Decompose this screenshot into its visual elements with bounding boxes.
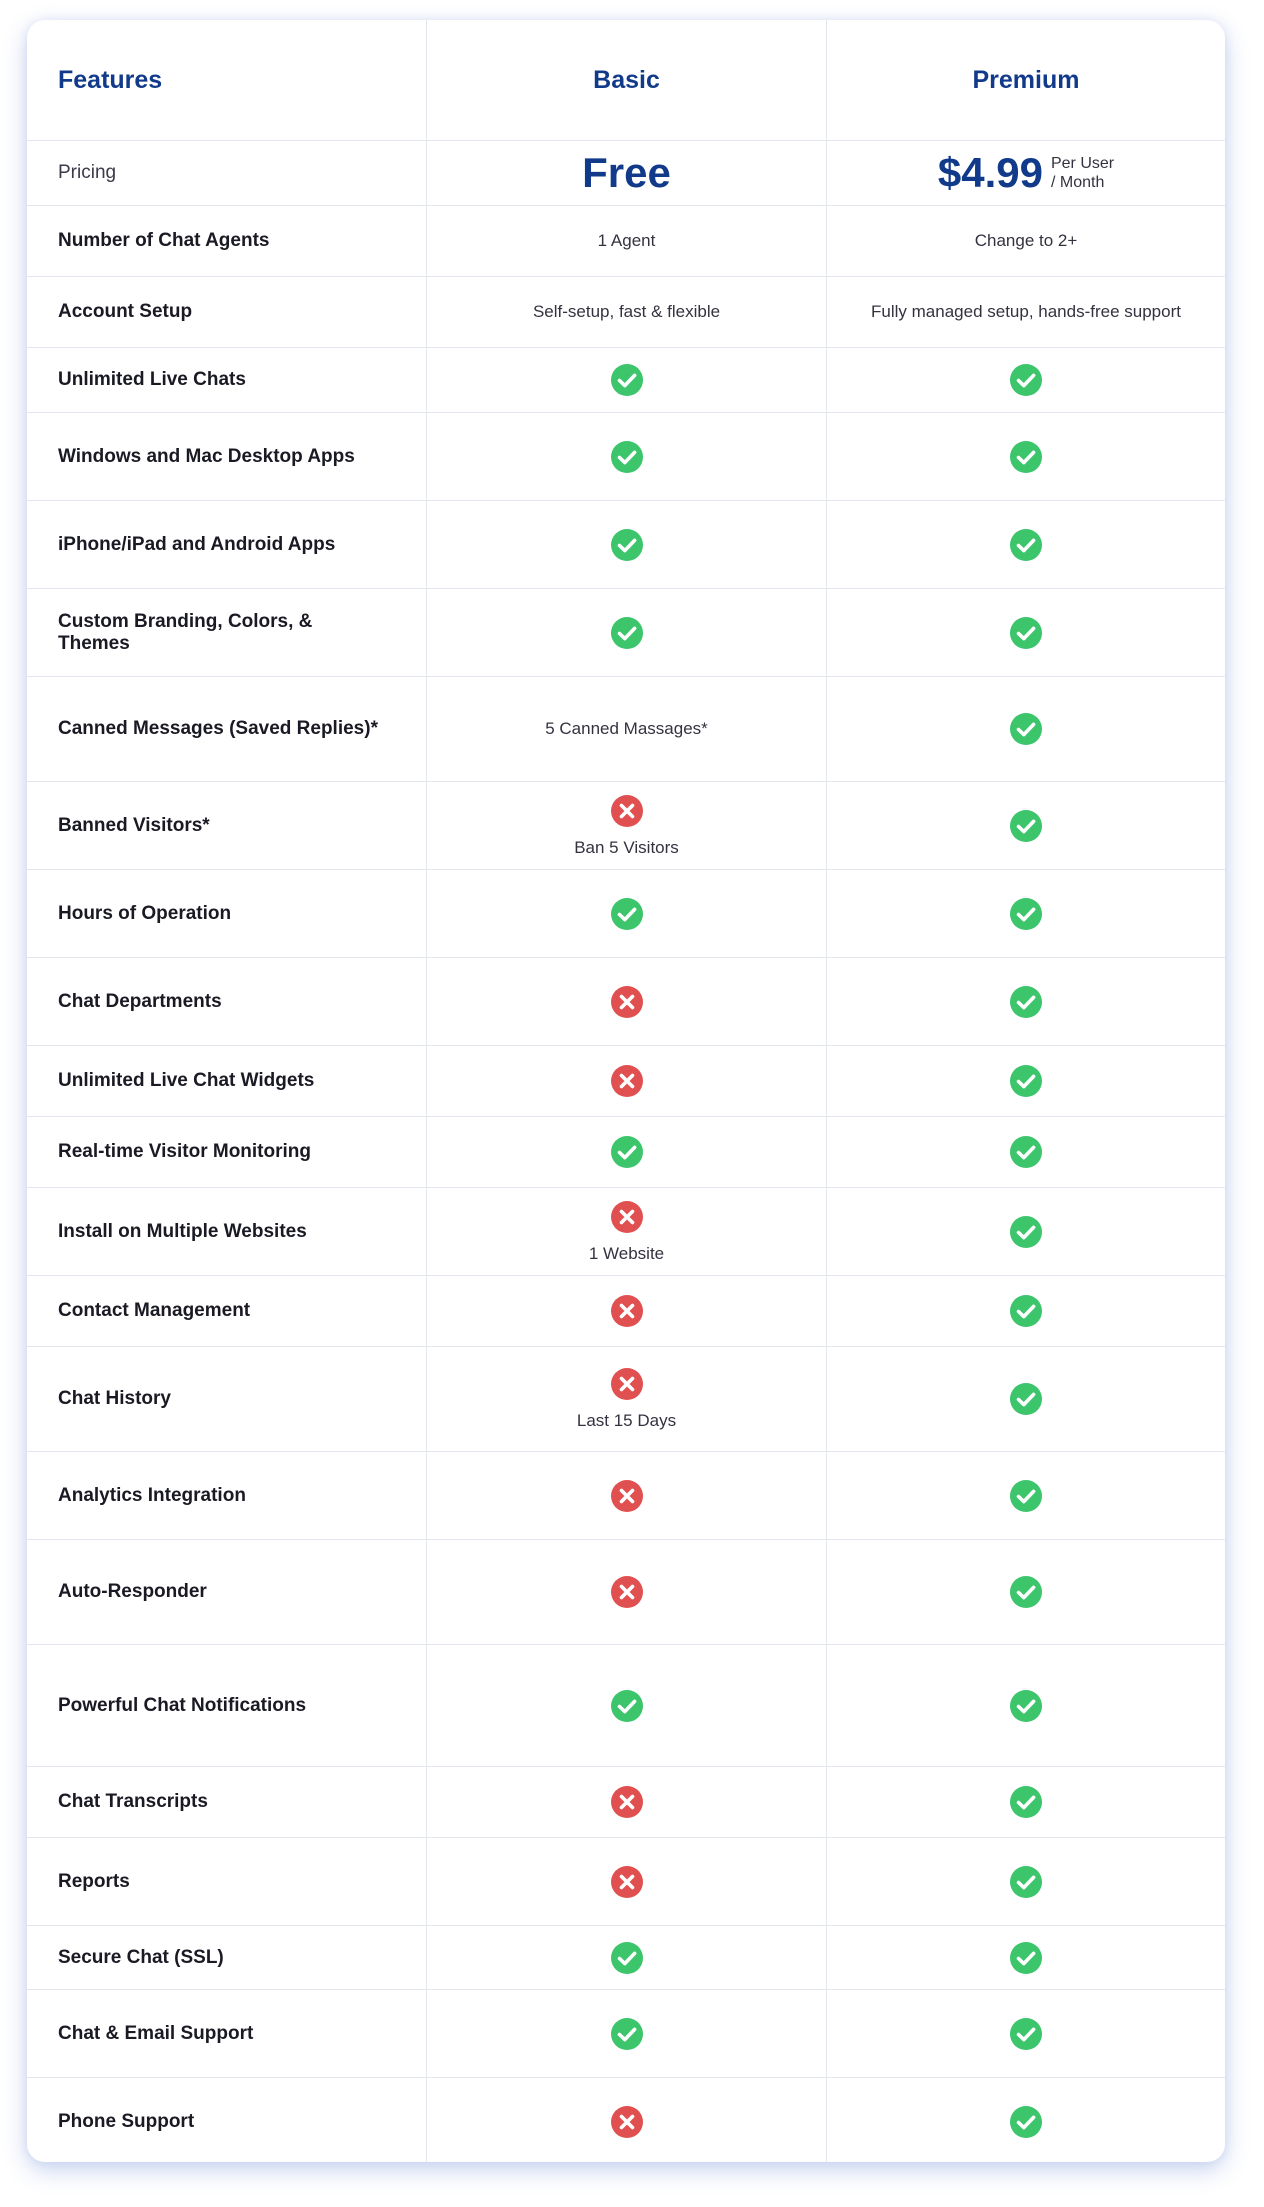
premium-value-cell <box>826 206 1225 276</box>
check-icon <box>610 1941 644 1975</box>
check-icon <box>610 1689 644 1723</box>
basic-value-cell <box>426 1452 826 1539</box>
feature-label-cell <box>27 1838 426 1925</box>
feature-row <box>27 1539 1225 1644</box>
feature-label-cell <box>27 870 426 957</box>
pricing-label: Pricing <box>58 162 117 183</box>
feature-label-cell <box>27 677 426 781</box>
check-icon <box>1009 440 1043 474</box>
premium-header-cell <box>826 20 1225 140</box>
check-icon <box>1009 2105 1043 2139</box>
cross-icon <box>610 1575 644 1609</box>
feature-label: Custom Branding, Colors, & Themes <box>58 610 313 654</box>
premium-value-cell <box>826 677 1225 781</box>
feature-label-cell <box>27 1046 426 1116</box>
check-icon <box>1009 1382 1043 1416</box>
feature-label: Account Setup <box>58 301 193 322</box>
check-icon <box>610 528 644 562</box>
check-icon <box>1009 712 1043 746</box>
feature-row <box>27 1644 1225 1766</box>
cross-icon <box>610 1064 644 1098</box>
features-header: Features <box>58 65 163 94</box>
check-icon <box>610 363 644 397</box>
feature-row <box>27 1837 1225 1925</box>
check-icon <box>1009 1785 1043 1819</box>
check-icon <box>610 2017 644 2051</box>
features-header-cell <box>27 20 426 140</box>
feature-row <box>27 1346 1225 1451</box>
basic-value-cell <box>426 1276 826 1346</box>
feature-label: Real-time Visitor Monitoring <box>58 1141 312 1162</box>
basic-value-cell <box>426 1347 826 1451</box>
basic-note: 1 Website <box>588 1243 665 1263</box>
basic-value-cell <box>426 1926 826 1989</box>
feature-label-cell <box>27 1347 426 1451</box>
feature-row <box>27 347 1225 412</box>
check-icon <box>1009 1865 1043 1899</box>
feature-label-cell <box>27 2078 426 2162</box>
feature-label: Reports <box>58 1870 130 1892</box>
cross-icon <box>610 1785 644 1819</box>
feature-row <box>27 1045 1225 1116</box>
premium-value-cell <box>826 782 1225 869</box>
basic-value-cell <box>426 958 826 1045</box>
basic-value-cell <box>426 1540 826 1644</box>
premium-price-unit-line2: / Month <box>1050 174 1105 191</box>
feature-row <box>27 588 1225 676</box>
premium-value-cell <box>826 348 1225 412</box>
premium-price-cell <box>826 141 1225 205</box>
feature-label: Banned Visitors* <box>58 814 210 836</box>
cross-icon <box>610 1367 644 1401</box>
feature-row <box>27 1925 1225 1989</box>
feature-row <box>27 412 1225 500</box>
premium-value-cell <box>826 1838 1225 1925</box>
feature-label: Chat & Email Support <box>58 2022 254 2044</box>
feature-label: Analytics Integration <box>58 1484 246 1506</box>
basic-plan-header: Basic <box>593 65 660 94</box>
feature-row <box>27 957 1225 1045</box>
basic-value-cell <box>426 501 826 588</box>
basic-value-cell <box>426 782 826 869</box>
premium-value-cell <box>826 1188 1225 1275</box>
basic-value-cell <box>426 1767 826 1837</box>
feature-label-cell <box>27 589 426 676</box>
feature-label-cell <box>27 1767 426 1837</box>
feature-label-cell <box>27 1452 426 1539</box>
check-icon <box>1009 1689 1043 1723</box>
feature-label-cell <box>27 413 426 500</box>
cross-icon <box>610 794 644 828</box>
feature-label-cell <box>27 958 426 1045</box>
premium-value-cell <box>826 2078 1225 2162</box>
check-icon <box>1009 1575 1043 1609</box>
basic-value-cell <box>426 870 826 957</box>
feature-row <box>27 1116 1225 1187</box>
premium-value-cell <box>826 277 1225 347</box>
check-icon <box>1009 1064 1043 1098</box>
check-icon <box>1009 528 1043 562</box>
text-row <box>27 205 1225 276</box>
premium-value-cell <box>826 1452 1225 1539</box>
feature-label-cell <box>27 1926 426 1989</box>
basic-value-cell <box>426 1117 826 1187</box>
basic-value: 1 Agent <box>597 231 656 250</box>
basic-value: Self-setup, fast & flexible <box>532 302 721 321</box>
feature-row <box>27 676 1225 781</box>
premium-value-cell <box>826 1645 1225 1766</box>
cross-icon <box>610 1479 644 1513</box>
basic-value-cell <box>426 1188 826 1275</box>
premium-price-unit <box>1051 154 1114 192</box>
basic-note: Ban 5 Visitors <box>574 837 679 857</box>
basic-value-cell <box>426 1645 826 1766</box>
premium-value: Fully managed setup, hands-free support <box>871 302 1181 321</box>
feature-row <box>27 1766 1225 1837</box>
premium-value-cell <box>826 1767 1225 1837</box>
pricing-label-cell <box>27 141 426 205</box>
basic-header-cell <box>426 20 826 140</box>
basic-value-cell <box>426 348 826 412</box>
feature-label-cell <box>27 206 426 276</box>
pricing-row <box>27 140 1225 205</box>
premium-price-unit-line1: Per User <box>1050 155 1115 172</box>
premium-value: Change to 2+ <box>974 231 1078 250</box>
basic-value-cell <box>426 206 826 276</box>
check-icon <box>610 440 644 474</box>
feature-label: Chat History <box>58 1388 171 1409</box>
feature-label: Windows and Mac Desktop Apps <box>58 445 355 467</box>
feature-row <box>27 781 1225 869</box>
basic-value-cell <box>426 1990 826 2077</box>
feature-label-cell <box>27 1117 426 1187</box>
check-icon <box>1009 809 1043 843</box>
premium-value-cell <box>826 501 1225 588</box>
feature-label-cell <box>27 1276 426 1346</box>
premium-price <box>938 149 1114 197</box>
premium-value-cell <box>826 1276 1225 1346</box>
feature-label-cell <box>27 1645 426 1766</box>
check-icon <box>1009 1135 1043 1169</box>
premium-value-cell <box>826 589 1225 676</box>
check-icon <box>1009 2017 1043 2051</box>
feature-row <box>27 1187 1225 1275</box>
check-icon <box>610 897 644 931</box>
premium-value-cell <box>826 870 1225 957</box>
premium-value-cell <box>826 1926 1225 1989</box>
feature-label: Chat Transcripts <box>58 1791 208 1812</box>
check-icon <box>610 1135 644 1169</box>
feature-label-cell <box>27 1188 426 1275</box>
check-icon <box>1009 1479 1043 1513</box>
check-icon <box>1009 985 1043 1019</box>
feature-label: Unlimited Live Chat Widgets <box>58 1070 315 1091</box>
basic-value-cell <box>426 2078 826 2162</box>
feature-label: Chat Departments <box>58 990 222 1012</box>
basic-note: Last 15 Days <box>576 1411 677 1430</box>
cross-icon <box>610 2105 644 2139</box>
feature-label-cell <box>27 1540 426 1644</box>
text-row <box>27 276 1225 347</box>
feature-row <box>27 1275 1225 1346</box>
basic-note: 5 Canned Massages* <box>545 719 708 738</box>
basic-value-cell <box>426 589 826 676</box>
premium-value-cell <box>826 413 1225 500</box>
feature-row <box>27 2077 1225 2162</box>
feature-label-cell <box>27 782 426 869</box>
premium-price-amount: $4.99 <box>937 149 1043 196</box>
feature-row <box>27 1989 1225 2077</box>
feature-label: Powerful Chat Notifications <box>58 1694 307 1716</box>
feature-label: Auto-Responder <box>58 1581 207 1602</box>
feature-row <box>27 500 1225 588</box>
feature-label: Canned Messages (Saved Replies)* <box>58 718 378 739</box>
comparison-table <box>27 20 1225 2162</box>
basic-value-cell <box>426 1046 826 1116</box>
premium-value-cell <box>826 1347 1225 1451</box>
basic-value-cell <box>426 277 826 347</box>
feature-label: Secure Chat (SSL) <box>58 1946 224 1968</box>
premium-value-cell <box>826 958 1225 1045</box>
feature-row <box>27 869 1225 957</box>
basic-value-cell <box>426 677 826 781</box>
feature-row <box>27 1451 1225 1539</box>
basic-price: Free <box>582 149 671 196</box>
feature-label-cell <box>27 1990 426 2077</box>
check-icon <box>1009 363 1043 397</box>
header-row <box>27 20 1225 140</box>
feature-label: Hours of Operation <box>58 902 232 924</box>
feature-label-cell <box>27 501 426 588</box>
cross-icon <box>610 1294 644 1328</box>
premium-plan-header: Premium <box>972 65 1080 94</box>
premium-value-cell <box>826 1990 1225 2077</box>
premium-value-cell <box>826 1540 1225 1644</box>
check-icon <box>1009 1294 1043 1328</box>
basic-price-cell <box>426 141 826 205</box>
cross-icon <box>610 1865 644 1899</box>
premium-value-cell <box>826 1046 1225 1116</box>
check-icon <box>1009 1215 1043 1249</box>
cross-icon <box>610 1200 644 1234</box>
check-icon <box>1009 616 1043 650</box>
premium-value-cell <box>826 1117 1225 1187</box>
feature-label: Contact Management <box>58 1300 251 1321</box>
check-icon <box>1009 1941 1043 1975</box>
basic-value-cell <box>426 413 826 500</box>
basic-value-cell <box>426 1838 826 1925</box>
feature-label-cell <box>27 348 426 412</box>
feature-label-cell <box>27 277 426 347</box>
check-icon <box>610 616 644 650</box>
feature-label: Unlimited Live Chats <box>58 369 246 390</box>
check-icon <box>1009 897 1043 931</box>
feature-label: Install on Multiple Websites <box>58 1220 307 1242</box>
feature-label: Phone Support <box>58 2110 195 2132</box>
cross-icon <box>610 985 644 1019</box>
feature-label: Number of Chat Agents <box>58 230 270 251</box>
feature-label: iPhone/iPad and Android Apps <box>58 533 336 555</box>
